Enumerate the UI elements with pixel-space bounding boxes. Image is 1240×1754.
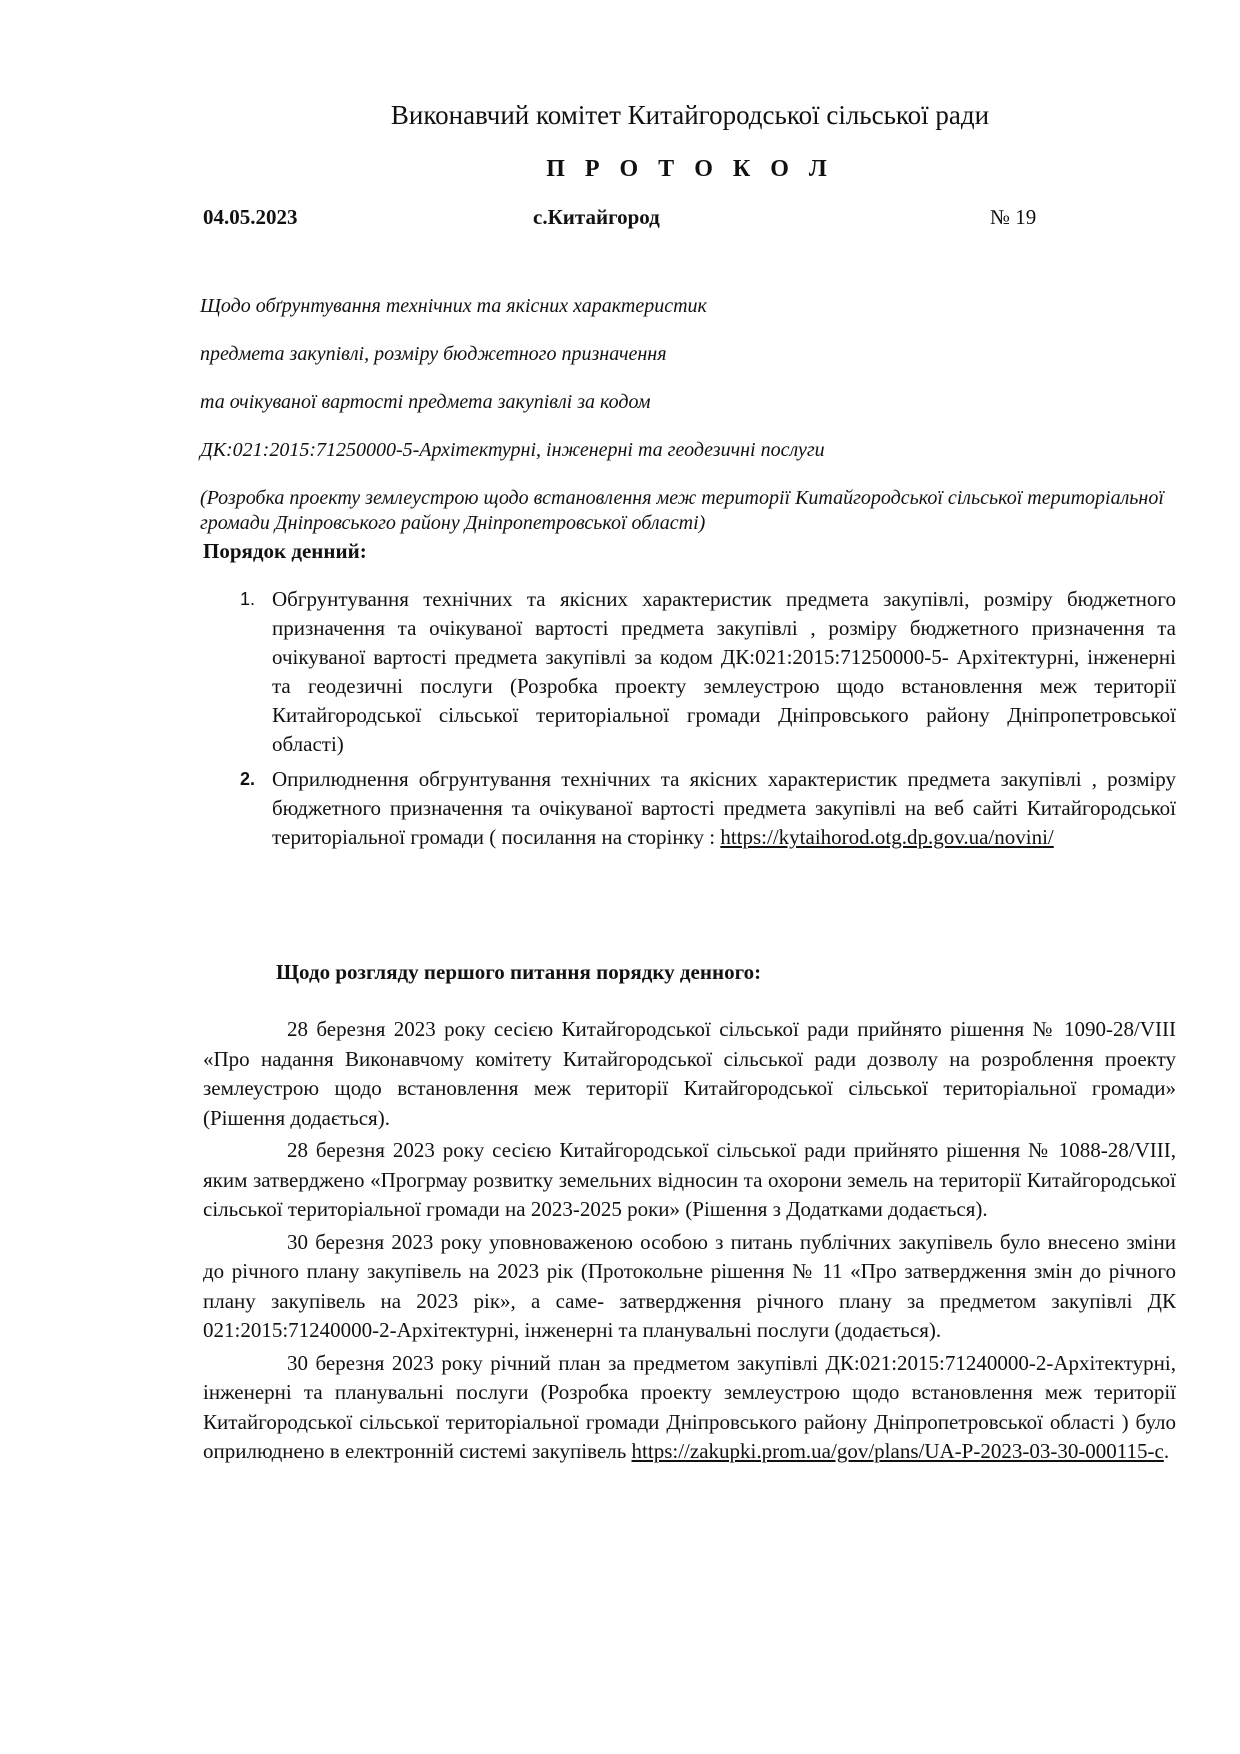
body-paragraph-text: 30 березня 2023 року річний план за предметом закупівлі ДК:021:2015:71240000-2-Архітектурні, інженерні та планувальні послуги (Розробка проекту землеустрою щодо встановлення меж території Китайгородської сільської територіальної громади Дніпровського району Дніпропетровської області ) було оприлюднено в електронній системі закупівель xyxy=(203,1350,1176,1463)
agenda-heading: Порядок денний: xyxy=(203,539,367,563)
agenda-list xyxy=(240,585,1176,858)
document-place: с.Китайгород xyxy=(533,205,660,229)
agenda-item xyxy=(240,585,1176,759)
agenda-item-text: Обгрунтування технічних та якісних характеристик предмета закупівлі, розміру бюджетного призначення та очікуваної вартості предмета закупівлі , розміру бюджетного призначення та очікуваної вартості предмета закупівлі за кодом ДК:021:2015:71250000-5- Архітектурні, інженерні та геодезичні послуги (Розробка проекту землеустрою щодо встановлення меж території Китайгородської сільської територіальної громади Дніпровського району Дніпропетровської області) xyxy=(272,587,1176,756)
body-paragraph: 30 березня 2023 року уповноваженою особою з питань публічних закупівель було внесено зміни до річного плану закупівель на 2023 рік (Протокольне рішення № 11 «Про затвердження змін до річного плану закупівель на 2023 рік», а саме- затвердження річного плану за предметом закупівлі ДК 021:2015:71240000-2-Архітектурні, інженерні та планувальні послуги (додається). xyxy=(203,1229,1176,1342)
body-paragraph: 28 березня 2023 року сесією Китайгородської сільської ради прийнято рішення № 1090-28/VIII «Про надання Виконавчому комітету Китайгородської сільської ради дозволу на розроблення проекту землеустрою щодо встановлення меж території Китайгородської сільської територіальної громади» (Рішення додається). xyxy=(203,1017,1176,1130)
agenda-item-number: 1. xyxy=(240,589,256,609)
document-subject xyxy=(200,294,1180,536)
document-type: П Р О Т О К О Л xyxy=(546,156,834,182)
website-link[interactable]: https://kytaihorod.otg.dp.gov.ua/novini/ xyxy=(720,825,1054,849)
agenda-item-text: Оприлюднення обгрунтування технічних та якісних характеристик предмета закупівлі , розміру бюджетного призначення та очікуваної вартості предмета закупівлі на веб сайті Китайгородської територіальної громади ( посилання на сторінку : xyxy=(272,767,1176,849)
body-paragraph xyxy=(203,1349,1176,1467)
body-paragraph-end: . xyxy=(1163,1439,1170,1463)
body-text xyxy=(203,1015,1176,1470)
procurement-plan-link[interactable]: https://zakupki.prom.ua/gov/plans/UA-P-2023-03-30-000115-c xyxy=(631,1439,1164,1463)
agenda-item xyxy=(240,765,1176,852)
section-heading: Щодо розгляду першого питання порядку денного: xyxy=(276,960,762,984)
subject-line: ДК:021:2015:71250000-5-Архітектурні, інженерні та геодезичні послуги xyxy=(200,439,825,461)
document-date: 04.05.2023 xyxy=(203,205,298,229)
document-number: № 19 xyxy=(990,205,1037,229)
subject-line: предмета закупівлі, розміру бюджетного призначення xyxy=(200,343,667,365)
subject-line: (Розробка проекту землеустрою щодо встановлення меж території Китайгородської сільської територіальної громади Дніпровського району Дніпропетровської області) xyxy=(200,487,1164,534)
subject-line: та очікуваної вартості предмета закупівлі за кодом xyxy=(200,391,651,413)
agenda-item-number: 2. xyxy=(240,769,256,789)
subject-line: Щодо обґрунтування технічних та якісних характеристик xyxy=(200,295,707,317)
organization-title: Виконавчий комітет Китайгородської сільської ради xyxy=(390,100,990,130)
body-paragraph: 28 березня 2023 року сесією Китайгородської сільської ради прийнято рішення № 1088-28/VIII, яким затверджено «Прогрмау розвитку земельних відносин та охорони земель на території Китайгородської сільської територіальної громади на 2023-2025 роки» (Рішення з Додатками додається). xyxy=(203,1138,1176,1221)
